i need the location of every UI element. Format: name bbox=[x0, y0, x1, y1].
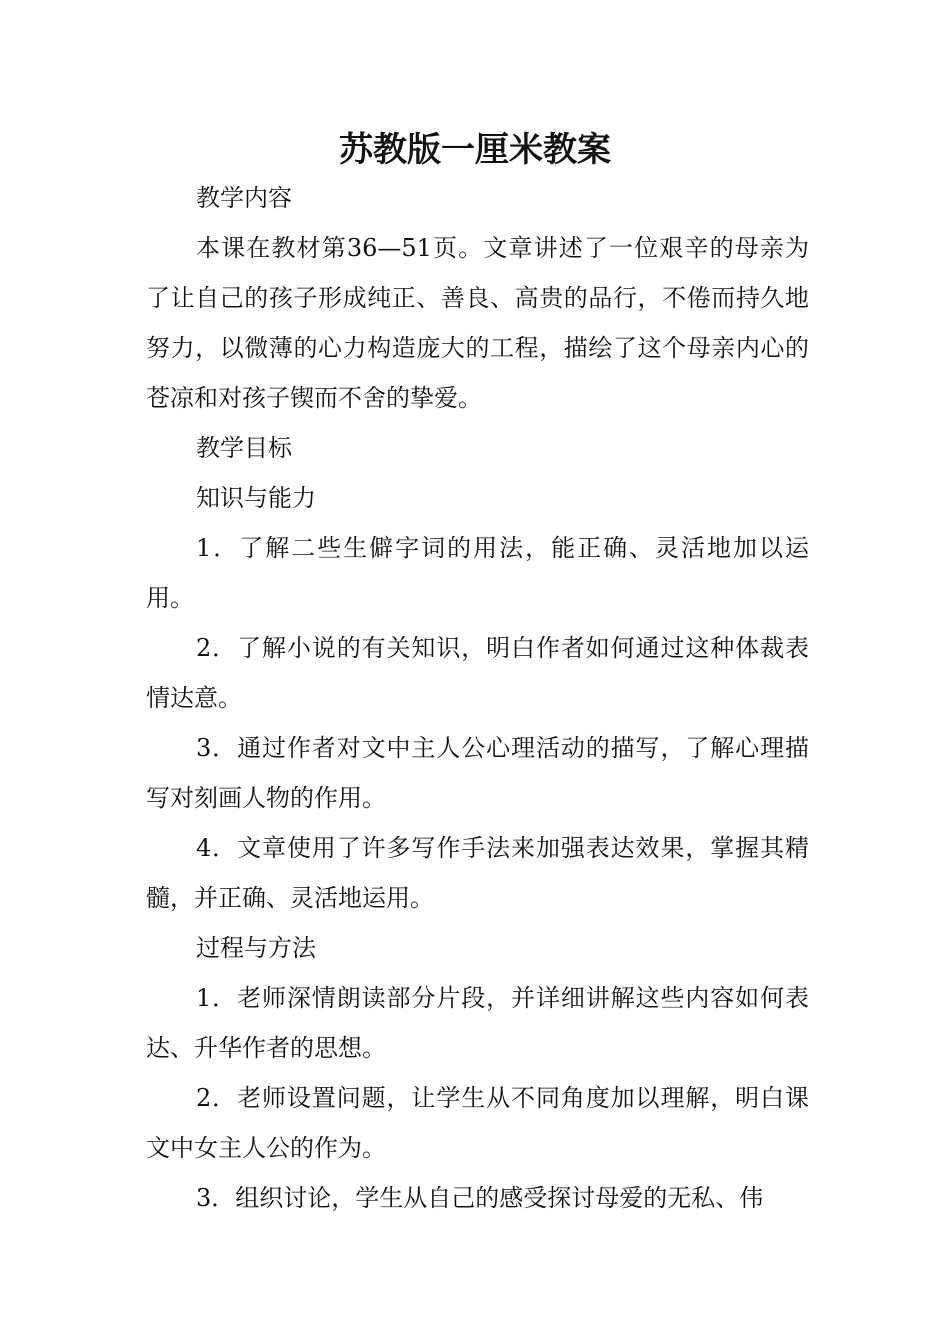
list-item: 1．老师深情朗读部分片段，并详细讲解这些内容如何表达、升华作者的思想。 bbox=[146, 984, 809, 1062]
list-item: 1．了解二些生僻字词的用法，能正确、灵活地加以运用。 bbox=[146, 534, 809, 612]
paragraph-content-description: 本课在教材第36—51页。文章讲述了一位艰辛的母亲为了让自己的孩子形成纯正、善良、高贵的品行，不倦而持久地努力，以微薄的心力构造庞大的工程，描绘了这个母亲内心的苍凉和对孩子锲而不舍的挚爱。 bbox=[146, 234, 809, 412]
section-heading-teaching-goals: 教学目标 bbox=[196, 434, 292, 462]
subheading-process-method: 过程与方法 bbox=[196, 934, 316, 962]
list-item: 2．老师设置问题，让学生从不同角度加以理解，明白课文中女主人公的作为。 bbox=[146, 1084, 809, 1162]
section-heading-teaching-content: 教学内容 bbox=[196, 184, 292, 212]
document-title: 苏教版一厘米教案 bbox=[339, 130, 611, 170]
list-item: 3．通过作者对文中主人公心理活动的描写，了解心理描写对刻画人物的作用。 bbox=[146, 734, 809, 812]
list-item: 2．了解小说的有关知识，明白作者如何通过这种体裁表情达意。 bbox=[146, 634, 809, 712]
subheading-knowledge-ability: 知识与能力 bbox=[196, 484, 316, 512]
list-item: 4．文章使用了许多写作手法来加强表达效果，掌握其精髓，并正确、灵活地运用。 bbox=[146, 834, 809, 912]
document-body bbox=[146, 173, 809, 1223]
list-item: 3．组织讨论，学生从自己的感受探讨母爱的无私、伟 bbox=[196, 1184, 764, 1212]
